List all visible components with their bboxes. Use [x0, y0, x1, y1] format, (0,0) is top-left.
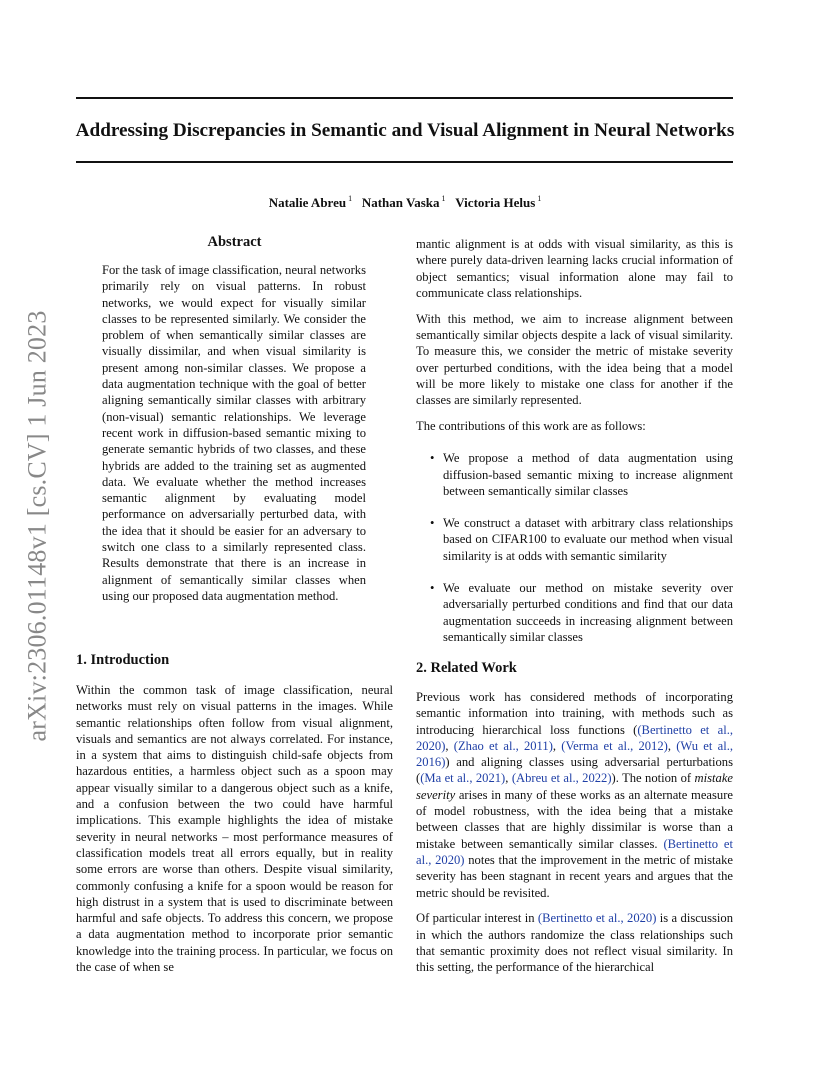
title-bottom-rule	[76, 161, 733, 163]
author-affiliation: 1	[348, 194, 353, 203]
citation-link[interactable]: (Bertinetto et al., 2020)	[416, 722, 733, 753]
citation-link[interactable]: (Ma et al., 2021)	[420, 771, 506, 786]
related-work-column	[416, 689, 733, 985]
section-heading-related-work: 2. Related Work	[416, 660, 517, 676]
related-paragraph: Of particular interest in (Bertinetto et al., 2020) is a discussion in which the authors randomize the class relationships such that semantic proximity does not reflect visual similarity. In this setting, the performance of the hierarchical	[416, 911, 734, 975]
author-name: Nathan Vaska	[361, 195, 440, 210]
arxiv-sidebar	[18, 296, 58, 756]
intro-paragraph: The contributions of this work are as follows:	[416, 418, 646, 433]
list-item: • We propose a method of data augmentation using diffusion-based semantic mixing to increase alignment between semantically similar classes	[416, 450, 733, 499]
author-list	[60, 190, 750, 212]
paper-title: Addressing Discrepancies in Semantic and Visual Alignment in Neural Networks	[75, 120, 735, 141]
arxiv-identifier: arXiv:2306.01148v1 [cs.CV] 1 Jun 2023	[23, 310, 53, 742]
author-affiliation: 1	[537, 194, 542, 203]
list-item: • We evaluate our method on mistake severity over adversarially perturbed conditions and find that our data augmentation succeeds in increasing alignment between semantically similar classes	[416, 580, 733, 645]
introduction-column	[76, 682, 393, 985]
intro-paragraph: Within the common task of image classification, neural networks must rely on visual patterns in the images. While semantic relationships often follow from visual alignment, visuals and semantics are not always correlated. For instance, in a system that aims to distinguish child-safe objects from hazardous entities, a harmless object such as a spoon may appear visually similar to a dangerous object such as a knife, and a confusion between the two could have harmful implications. This example highlights the idea of mistake severity in neural networks – most performance measures of classification models treat all errors equally, but in reality some errors are worse than others. Despite visual similarity, commonly confusing a knife for a spoon would be reason for high distrust in a system that is used to discriminate between harmful and safe objects. To address this concern, we propose a data augmentation method to incorporate prior semantic knowledge into the training process. In particular, we focus on the case of when se	[76, 683, 393, 975]
intro-paragraph-continued: mantic alignment is at odds with visual similarity, as this is where purely data-driven learning lacks crucial information of object semantics; visual information alone may fail to communicate class relationships.	[416, 237, 733, 300]
list-item: • We construct a dataset with arbitrary class relationships based on CIFAR100 to evaluate our method when visual similarity is at odds with semantic similarity	[416, 515, 733, 564]
contributions-list	[416, 450, 733, 645]
section-heading-introduction: 1. Introduction	[76, 652, 170, 668]
right-column	[416, 236, 733, 661]
author-name: Victoria Helus	[455, 195, 536, 210]
emphasis-text: mistake severity	[416, 771, 734, 802]
citation-link[interactable]: (Wu et al., 2016)	[416, 738, 734, 770]
top-rule	[76, 97, 733, 99]
citation-link[interactable]: (Abreu et al., 2022)	[511, 771, 612, 786]
related-paragraph: Previous work has considered methods of incorporating semantic information into training, with methods such as introducing hierarchical loss functions ((Bertinetto et al., 2020), (Zhao et al., 2011), (Verma et al., 2012), (Wu et al., 2016)) and aligning classes using adversarial perturbations ((Ma et al., 2021), (Abreu et al., 2022)). The notion of mistake severity arises in many of these works as an alternate measure of model robustness, with the idea being that a mistake between classes that are highly dissimilar is worse than a mistake between semantically similar classes. (Bertinetto et al., 2020) notes that the improvement in the metric of mistake severity has been stagnant in recent years and argues that the metric should be revisited.	[416, 690, 734, 900]
abstract-heading: Abstract	[207, 234, 262, 250]
citation-link[interactable]: (Bertinetto et al., 2020)	[416, 836, 733, 867]
citation-link[interactable]: (Zhao et al., 2011)	[453, 738, 553, 753]
intro-paragraph: With this method, we aim to increase alignment between semantically similar objects despite a lack of visual similarity. To measure this, we consider the metric of mistake severity over perturbed conditions, with the idea being that a model will be more likely to mistake one class for another if the classes are similarly represented.	[416, 311, 733, 408]
author-affiliation: 1	[441, 194, 446, 203]
author-name: Natalie Abreu	[268, 195, 347, 210]
citation-link[interactable]: (Verma et al., 2012)	[561, 738, 668, 753]
citation-link[interactable]: (Bertinetto et al., 2020)	[537, 911, 657, 926]
abstract-text: For the task of image classification, neural networks primarily rely on visual patterns. In robust networks, we would expect for visually similar classes to be represented similarly. We consider the problem of when semantically similar classes are visually dissimilar, and when visual similarity is present among non-similar classes. We propose a data augmentation technique with the goal of better aligning semantically similar classes with arbitrary (non-visual) semantic relationships. We leverage recent work in diffusion-based semantic mixing to generate semantic hybrids of two classes, and these hybrids are added to the training set as augmented data. We evaluate whether the method increases semantic alignment by evaluating model performance on adversarially perturbed data, with the idea that it should be easier for an adversary to switch one class to a similarly represented class. Results demonstrate that there is an increase in alignment of semantically similar classes when using our proposed data augmentation method.	[102, 263, 366, 603]
